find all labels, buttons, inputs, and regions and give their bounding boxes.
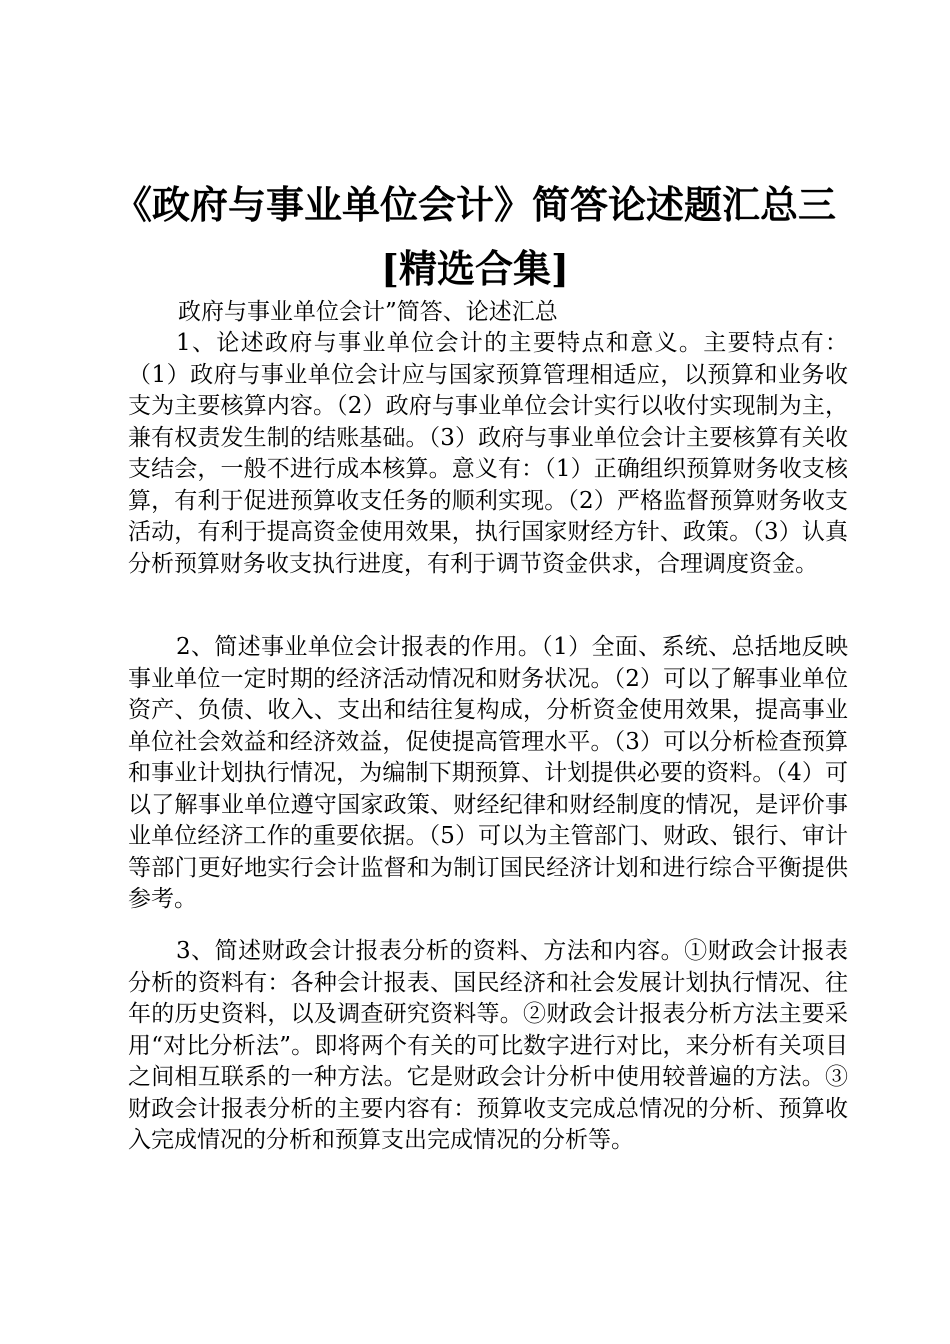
paragraph-2 xyxy=(128,632,848,916)
document-subtitle: 政府与事业单位会计”简答、论述汇总 xyxy=(178,299,558,325)
paragraph-3 xyxy=(128,936,848,1157)
document-title-line2: [精选合集] xyxy=(381,246,569,291)
paragraph-text: 1、论述政府与事业单位会计的主要特点和意义。主要特点有：（1）政府与事业单位会计应与国家预算管理相适应，以预算和业务收支为主要核算内容。（2）政府与事业单位会计实行以收付实现制为主，兼有权责发生制的结账基础。（3）政府与事业单位会计主要核算有关收支结会，一般不进行成本核算。意义有：（1）正确组织预算财务收支核算，有利于促进预算收支任务的顺利实现。（2）严格监督预算财务收支活动，有利于提高资金使用效果，执行国家财经方针、政策。（3）认真分析预算财务收支执行进度，有利于调节资金供求，合理调度资金。 xyxy=(128,330,848,577)
paragraph-text: 3、简述财政会计报表分析的资料、方法和内容。①财政会计报表分析的资料有：各种会计报表、国民经济和社会发展计划执行情况、往年的历史资料，以及调查研究资料等。②财政会计报表分析方法主要采用“对比分析法”。即将两个有关的可比数字进行对比，来分析有关项目之间相互联系的一种方法。它是财政会计分析中使用较普遍的方法。③财政会计报表分析的主要内容有：预算收支完成总情况的分析、预算收入完成情况的分析和预算支出完成情况的分析等。 xyxy=(128,938,848,1153)
paragraph-text: 2、简述事业单位会计报表的作用。（1）全面、系统、总括地反映事业单位一定时期的经济活动情况和财务状况。（2）可以了解事业单位资产、负债、收入、支出和结往复构成，分析资金使用效果，提高事业单位社会效益和经济效益，促使提高管理水平。（3）可以分析检查预算和事业计划执行情况，为编制下期预算、计划提供必要的资料。（4）可以了解事业单位遵守国家政策、财经纪律和财经制度的情况，是评价事业单位经济工作的重要依据。（5）可以为主管部门、财政、银行、审计等部门更好地实行会计监督和为制订国民经济计划和进行综合平衡提供参考。 xyxy=(128,634,848,912)
paragraph-1 xyxy=(128,328,848,580)
document-title-line1: 《政府与事业单位会计》简答论述题汇总三 xyxy=(113,182,836,227)
